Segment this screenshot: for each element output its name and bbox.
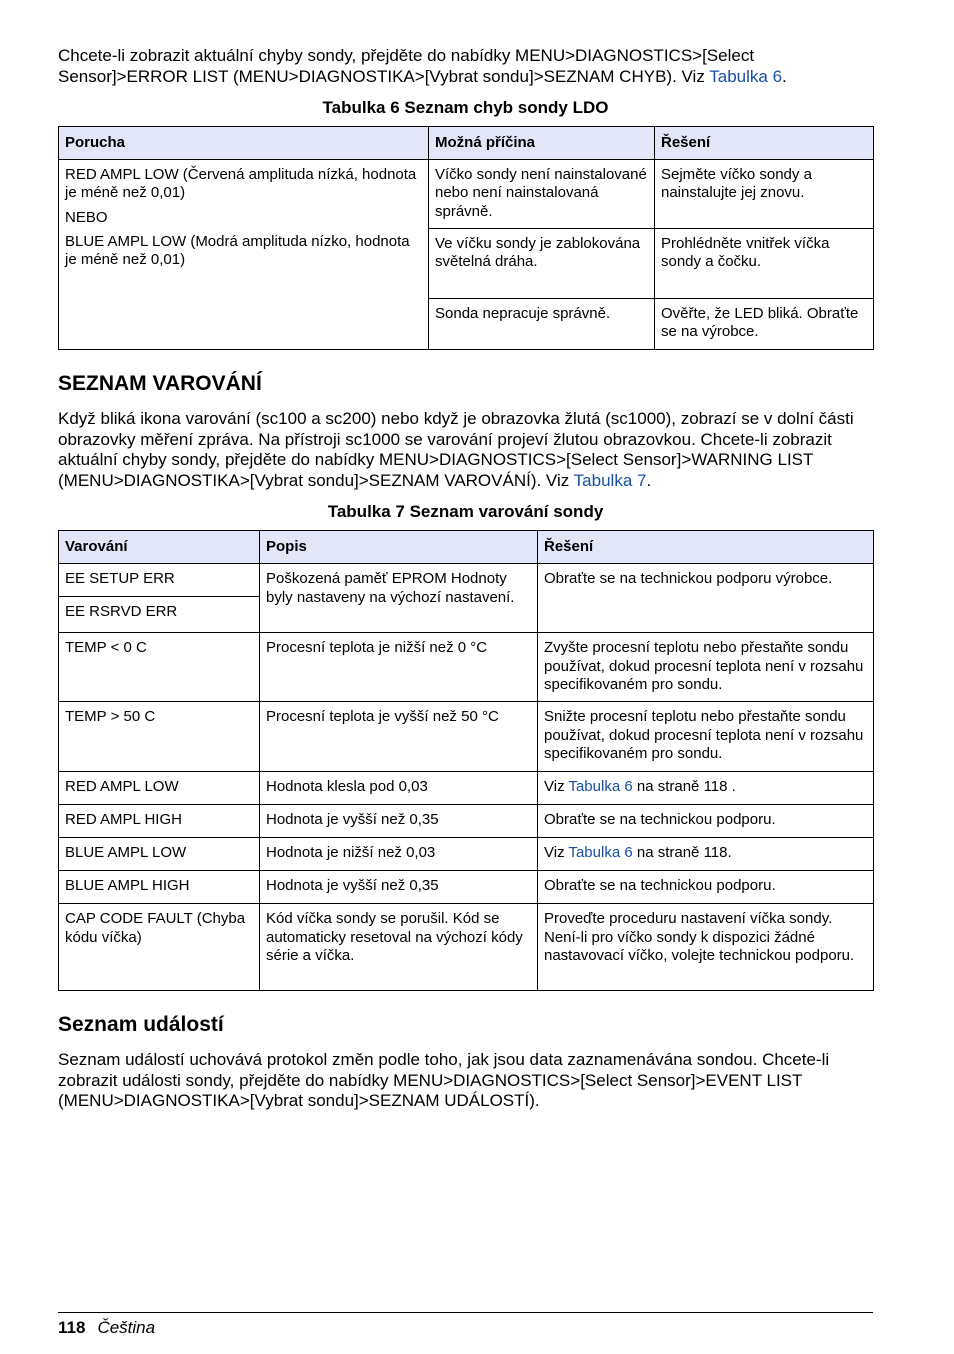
cause-cell: Sonda nepracuje správně. [429, 299, 655, 350]
table-row [59, 838, 874, 871]
table-row [59, 904, 874, 991]
table-row [59, 160, 874, 229]
warning-cell: EE RSRVD ERR [59, 597, 260, 633]
fault-cell [59, 160, 429, 350]
table-6-caption: Tabulka 6 Seznam chyb sondy LDO [322, 98, 609, 117]
page-footer [58, 1312, 873, 1338]
solution-cell: Obraťte se na technickou podporu výrobce. [538, 564, 874, 633]
table-row [59, 772, 874, 805]
warnings-text: Když bliká ikona varování (sc100 a sc200) nebo když je obrazovka žlutá (sc1000), zobrazí se v dolní části obrazovky měření zpráva. Na přístroji sc1000 se varování projeví žlutou obrazovkou. Chcete-li zobrazit aktuální chyby sondy, přejděte do nabídky MENU>DIAGNOSTICS>[Select Sensor]>WARNING LIST (MENU>DIAGNOSTIKA>[Vybrat sondu]>SEZNAM VAROVÁNÍ). Viz [58, 409, 854, 490]
solution-cell: Zvyšte procesní teplotu nebo přestaňte sondu používat, dokud procesní teplota není v rozsahu specifikovaném pro sondu. [538, 633, 874, 702]
solution-text: Viz [544, 778, 569, 796]
solution-cell: Ověřte, že LED bliká. Obraťte se na výrobce. [655, 299, 874, 350]
solution-text: na straně 118. [632, 844, 732, 862]
events-paragraph: Seznam událostí uchovává protokol změn podle toho, jak jsou data zaznamenávána sondou. Chcete-li zobrazit události sondy, přejděte do nabídky MENU>DIAGNOSTICS>[Select Sensor]>EVENT LIST (MENU>DIAGNOSTIKA>[Vybrat sondu]>SEZNAM UDÁLOSTÍ). [58, 1050, 830, 1111]
table-row [59, 871, 874, 904]
table-7-header-row [59, 531, 874, 564]
warning-cell: TEMP < 0 C [59, 633, 260, 702]
solution-cell: Obraťte se na technickou podporu. [538, 871, 874, 904]
description-cell: Poškozená paměť EPROM Hodnoty byly nastaveny na výchozí nastavení. [260, 564, 538, 633]
fault-line: NEBO [65, 208, 108, 226]
table-7-header-description: Popis [260, 531, 538, 564]
cause-cell: Ve víčku sondy je zablokována světelná dráha. [429, 229, 655, 299]
table-row [59, 564, 874, 597]
table-6-header-solution: Řešení [655, 127, 874, 160]
table-6-header-fault: Porucha [59, 127, 429, 160]
table-row [59, 702, 874, 772]
description-cell: Hodnota je vyšší než 0,35 [260, 871, 538, 904]
table-7 [58, 530, 874, 991]
warning-cell: RED AMPL HIGH [59, 805, 260, 838]
description-cell: Hodnota klesla pod 0,03 [260, 772, 538, 805]
fault-line: BLUE AMPL LOW (Modrá amplituda nízko, hodnota je méně než 0,01) [65, 232, 410, 269]
solution-cell: Sejměte víčko sondy a nainstalujte jej znovu. [655, 160, 874, 229]
solution-cell: Snižte procesní teplotu nebo přestaňte sondu používat, dokud procesní teplota není v rozsahu specifikovaném pro sondu. [538, 702, 874, 772]
description-cell: Kód víčka sondy se porušil. Kód se automaticky resetoval na výchozí kódy série a víčka. [260, 904, 538, 991]
table-6 [58, 126, 874, 350]
warning-cell: BLUE AMPL LOW [59, 838, 260, 871]
warnings-paragraph [58, 409, 873, 491]
warning-cell: TEMP > 50 C [59, 702, 260, 772]
table-7-link[interactable]: Tabulka 7 [573, 470, 647, 490]
warning-cell: BLUE AMPL HIGH [59, 871, 260, 904]
table-row [59, 805, 874, 838]
table-7-caption: Tabulka 7 Seznam varování sondy [327, 502, 604, 522]
solution-cell: Prohlédněte vnitřek víčka sondy a čočku. [655, 229, 874, 299]
table-7-header-warning: Varování [59, 531, 260, 564]
description-cell: Hodnota je nižší než 0,03 [260, 838, 538, 871]
events-heading: Seznam událostí [58, 1013, 224, 1037]
intro-end: . [782, 66, 787, 86]
solution-cell: Proveďte proceduru nastavení víčka sondy. Není-li pro víčko sondy k dispozici žádné nastavovací víčko, volejte technickou podporu. [538, 904, 874, 991]
solution-cell [538, 772, 874, 805]
fault-line: RED AMPL LOW (Červená amplituda nízká, hodnota je méně než 0,01) [65, 166, 417, 202]
description-cell: Procesní teplota je nižší než 0 °C [260, 633, 538, 702]
table-7-header-solution: Řešení [538, 531, 874, 564]
solution-text: Viz [544, 844, 569, 862]
table-6-link[interactable]: Tabulka 6 [568, 844, 633, 862]
footer-language: Čeština [97, 1318, 156, 1337]
table-row [59, 633, 874, 702]
solution-cell [538, 838, 874, 871]
table-6-header-cause: Možná příčina [429, 127, 655, 160]
table-6-link[interactable]: Tabulka 6 [568, 778, 633, 796]
solution-text: na straně 118 . [632, 778, 736, 796]
warning-cell: EE SETUP ERR [59, 564, 260, 597]
description-cell: Procesní teplota je vyšší než 50 °C [260, 702, 538, 772]
intro-paragraph [58, 46, 873, 87]
warnings-end: . [646, 470, 652, 490]
table-6-link[interactable]: Tabulka 6 [709, 66, 783, 86]
warning-cell: RED AMPL LOW [59, 772, 260, 805]
page-number: 118 [58, 1318, 86, 1337]
table-6-header-row [59, 127, 874, 160]
cause-cell: Víčko sondy není nainstalované nebo není nainstalovaná správně. [429, 160, 655, 229]
description-cell: Hodnota je vyšší než 0,35 [260, 805, 538, 838]
intro-text: Chcete-li zobrazit aktuální chyby sondy, přejděte do nabídky MENU>DIAGNOSTICS>[Select Sensor]>ERROR LIST (MENU>DIAGNOSTIKA>[Vybrat sondu]>SEZNAM CHYB). Viz [58, 46, 755, 86]
warnings-heading: SEZNAM VAROVÁNÍ [58, 372, 262, 396]
warning-cell: CAP CODE FAULT (Chyba kódu víčka) [59, 904, 260, 991]
page-content [58, 46, 873, 1112]
solution-cell: Obraťte se na technickou podporu. [538, 805, 874, 838]
